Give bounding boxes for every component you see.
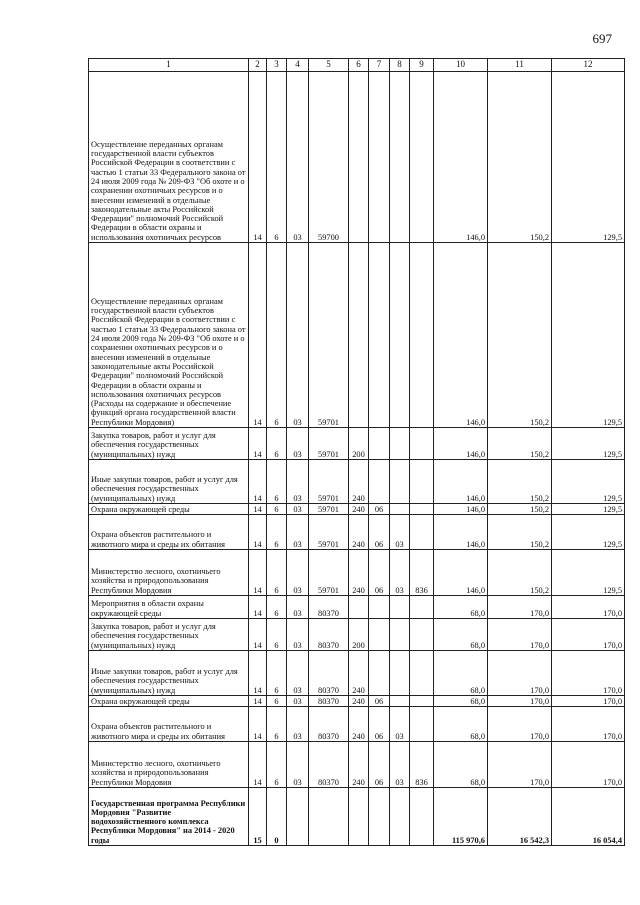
row-name: Мероприятия в области охраны окружающей среды [89,596,249,619]
cell-col4: 03 [287,596,309,619]
column-header: 8 [390,59,410,72]
cell-col11: 150,2 [488,460,552,504]
cell-col9 [410,504,434,515]
cell-col5: 59701 [309,515,349,550]
cell-col4: 03 [287,515,309,550]
cell-col4: 03 [287,504,309,515]
cell-col6 [349,788,369,846]
cell-col10: 68,0 [434,651,488,696]
cell-col8 [390,651,410,696]
cell-col10: 115 970,6 [434,788,488,846]
row-name: Закупка товаров, работ и услуг для обеспечения государственных (муниципальных) нужд [89,428,249,460]
cell-col6: 240 [349,504,369,515]
cell-col12: 170,0 [552,619,625,651]
cell-col11: 150,2 [488,504,552,515]
cell-col10: 68,0 [434,707,488,742]
cell-col11: 170,0 [488,696,552,707]
cell-col8 [390,72,410,243]
cell-col10: 146,0 [434,243,488,428]
cell-col5: 59701 [309,460,349,504]
cell-col10: 146,0 [434,72,488,243]
cell-col4: 03 [287,550,309,596]
cell-col5: 80370 [309,596,349,619]
cell-col3: 6 [267,742,287,788]
cell-col7: 06 [369,504,390,515]
cell-col11: 150,2 [488,243,552,428]
cell-col12: 129,5 [552,550,625,596]
column-header: 9 [410,59,434,72]
cell-col2: 14 [249,428,267,460]
column-header: 5 [309,59,349,72]
cell-col11: 150,2 [488,515,552,550]
cell-col8 [390,788,410,846]
cell-col9: 836 [410,550,434,596]
column-header: 7 [369,59,390,72]
cell-col7 [369,460,390,504]
row-name: Закупка товаров, работ и услуг для обеспечения государственных (муниципальных) нужд [89,619,249,651]
column-header: 3 [267,59,287,72]
cell-col11: 170,0 [488,742,552,788]
table-row-program-total [89,788,625,846]
cell-col3: 6 [267,72,287,243]
table-row [89,550,625,596]
cell-col10: 68,0 [434,696,488,707]
cell-col3: 6 [267,651,287,696]
cell-col4: 03 [287,619,309,651]
cell-col9 [410,243,434,428]
cell-col12: 170,0 [552,742,625,788]
row-name: Осуществление переданных органам государственной власти субъектов Российской Федерации в соответствии с частью 1 статьи 33 Федерального закона от 24 июля 2009 года № 209-ФЗ "Об охоте и о сохранении охотничьих ресурсов и о внесении изменений в отдельные законодательные акты Российской Федерации" полномочий Российской Федерации в области охраны и использования охотничьих ресурсов (Расходы на содержание и обеспечение функций органа государственной власти Республики Мордовия) [89,243,249,428]
cell-col12: 129,5 [552,504,625,515]
cell-col2: 14 [249,742,267,788]
cell-col9 [410,651,434,696]
cell-col9 [410,707,434,742]
cell-col12: 129,5 [552,460,625,504]
column-header: 1 [89,59,249,72]
cell-col3: 0 [267,788,287,846]
table-row [89,742,625,788]
cell-col8: 03 [390,707,410,742]
cell-col5 [309,788,349,846]
table-row [89,72,625,243]
row-name: Охрана окружающей среды [89,696,249,707]
cell-col5: 59701 [309,428,349,460]
cell-col7 [369,428,390,460]
cell-col2: 14 [249,72,267,243]
cell-col9 [410,696,434,707]
cell-col7 [369,788,390,846]
cell-col3: 6 [267,550,287,596]
cell-col10: 68,0 [434,742,488,788]
cell-col4: 03 [287,243,309,428]
cell-col8 [390,428,410,460]
cell-col2: 14 [249,619,267,651]
cell-col4: 03 [287,460,309,504]
cell-col3: 6 [267,619,287,651]
column-header: 4 [287,59,309,72]
cell-col12: 170,0 [552,596,625,619]
cell-col2: 14 [249,550,267,596]
cell-col7 [369,651,390,696]
cell-col9 [410,72,434,243]
cell-col6: 240 [349,742,369,788]
cell-col4: 03 [287,428,309,460]
cell-col12: 129,5 [552,72,625,243]
row-name: Государственная программа Республики Мордовия "Развитие водохозяйственного комплекса Республики Мордовия" на 2014 - 2020 годы [89,788,249,846]
cell-col3: 6 [267,243,287,428]
cell-col12: 16 054,4 [552,788,625,846]
row-name: Министерство лесного, охотничьего хозяйства и природопользования Республики Мордовия [89,742,249,788]
cell-col3: 6 [267,707,287,742]
table-row [89,243,625,428]
cell-col4: 03 [287,707,309,742]
cell-col8: 03 [390,742,410,788]
cell-col4: 03 [287,742,309,788]
cell-col4 [287,788,309,846]
cell-col12: 170,0 [552,707,625,742]
cell-col8 [390,696,410,707]
cell-col2: 14 [249,515,267,550]
table-row [89,651,625,696]
cell-col10: 146,0 [434,550,488,596]
cell-col6: 240 [349,515,369,550]
page-number: 697 [592,31,612,46]
cell-col11: 150,2 [488,428,552,460]
cell-col12: 129,5 [552,428,625,460]
cell-col4: 03 [287,696,309,707]
cell-col7: 06 [369,742,390,788]
cell-col5: 80370 [309,619,349,651]
cell-col9 [410,596,434,619]
table-row [89,696,625,707]
cell-col11: 150,2 [488,72,552,243]
cell-col5: 59701 [309,243,349,428]
cell-col5: 80370 [309,696,349,707]
cell-col2: 14 [249,460,267,504]
cell-col2: 15 [249,788,267,846]
table-row [89,619,625,651]
cell-col9 [410,788,434,846]
cell-col6 [349,243,369,428]
row-name: Министерство лесного, охотничьего хозяйства и природопользования Республики Мордовия [89,550,249,596]
cell-col8 [390,504,410,515]
cell-col7: 06 [369,696,390,707]
cell-col10: 146,0 [434,460,488,504]
cell-col3: 6 [267,428,287,460]
cell-col11: 170,0 [488,651,552,696]
column-header: 6 [349,59,369,72]
cell-col9 [410,619,434,651]
cell-col5: 80370 [309,651,349,696]
cell-col8 [390,619,410,651]
column-header: 10 [434,59,488,72]
cell-col2: 14 [249,596,267,619]
cell-col11: 150,2 [488,550,552,596]
cell-col7 [369,72,390,243]
cell-col8: 03 [390,515,410,550]
cell-col12: 129,5 [552,243,625,428]
cell-col4: 03 [287,72,309,243]
cell-col2: 14 [249,707,267,742]
table-row [89,596,625,619]
cell-col3: 6 [267,515,287,550]
budget-table [88,58,625,846]
cell-col8: 03 [390,550,410,596]
cell-col8 [390,460,410,504]
table-row [89,515,625,550]
cell-col10: 68,0 [434,596,488,619]
column-header: 12 [552,59,625,72]
cell-col7: 06 [369,515,390,550]
cell-col7 [369,596,390,619]
table-row [89,504,625,515]
row-name: Иные закупки товаров, работ и услуг для обеспечения государственных (муниципальных) нужд [89,460,249,504]
cell-col3: 6 [267,504,287,515]
cell-col6: 200 [349,428,369,460]
cell-col11: 170,0 [488,596,552,619]
cell-col6: 240 [349,696,369,707]
cell-col2: 14 [249,243,267,428]
cell-col7: 06 [369,707,390,742]
cell-col2: 14 [249,651,267,696]
cell-col9 [410,460,434,504]
cell-col9: 836 [410,742,434,788]
cell-col6 [349,596,369,619]
cell-col6: 240 [349,651,369,696]
cell-col9 [410,428,434,460]
cell-col7: 06 [369,550,390,596]
cell-col4: 03 [287,651,309,696]
table-row [89,428,625,460]
cell-col12: 129,5 [552,515,625,550]
cell-col3: 6 [267,596,287,619]
column-header: 2 [249,59,267,72]
cell-col7 [369,619,390,651]
cell-col9 [410,515,434,550]
cell-col3: 6 [267,460,287,504]
cell-col5: 80370 [309,707,349,742]
table-row [89,707,625,742]
table-header-row [89,59,625,72]
cell-col11: 170,0 [488,707,552,742]
cell-col6: 200 [349,619,369,651]
cell-col6: 240 [349,460,369,504]
cell-col2: 14 [249,696,267,707]
cell-col8 [390,596,410,619]
cell-col12: 170,0 [552,651,625,696]
cell-col10: 68,0 [434,619,488,651]
cell-col11: 170,0 [488,619,552,651]
cell-col10: 146,0 [434,428,488,460]
row-name: Охрана объектов растительного и животного мира и среды их обитания [89,707,249,742]
cell-col5: 59701 [309,550,349,596]
cell-col6: 240 [349,707,369,742]
row-name: Иные закупки товаров, работ и услуг для обеспечения государственных (муниципальных) нужд [89,651,249,696]
cell-col6: 240 [349,550,369,596]
row-name: Охрана объектов растительного и животного мира и среды их обитания [89,515,249,550]
cell-col6 [349,72,369,243]
table-row [89,460,625,504]
cell-col5: 80370 [309,742,349,788]
cell-col8 [390,243,410,428]
cell-col10: 146,0 [434,504,488,515]
cell-col3: 6 [267,696,287,707]
cell-col5: 59701 [309,504,349,515]
row-name: Охрана окружающей среды [89,504,249,515]
row-name: Осуществление переданных органам государственной власти субъектов Российской Федерации в соответствии с частью 1 статьи 33 Федерального закона от 24 июля 2009 года № 209-ФЗ "Об охоте и о сохранении охотничьих ресурсов и о внесении изменений в отдельные законодательные акты Российской Федерации" полномочий Российской Федерации в области охраны и использования охотничьих ресурсов [89,72,249,243]
cell-col5: 59700 [309,72,349,243]
cell-col7 [369,243,390,428]
cell-col12: 170,0 [552,696,625,707]
cell-col2: 14 [249,504,267,515]
cell-col11: 16 542,3 [488,788,552,846]
column-header: 11 [488,59,552,72]
cell-col10: 146,0 [434,515,488,550]
